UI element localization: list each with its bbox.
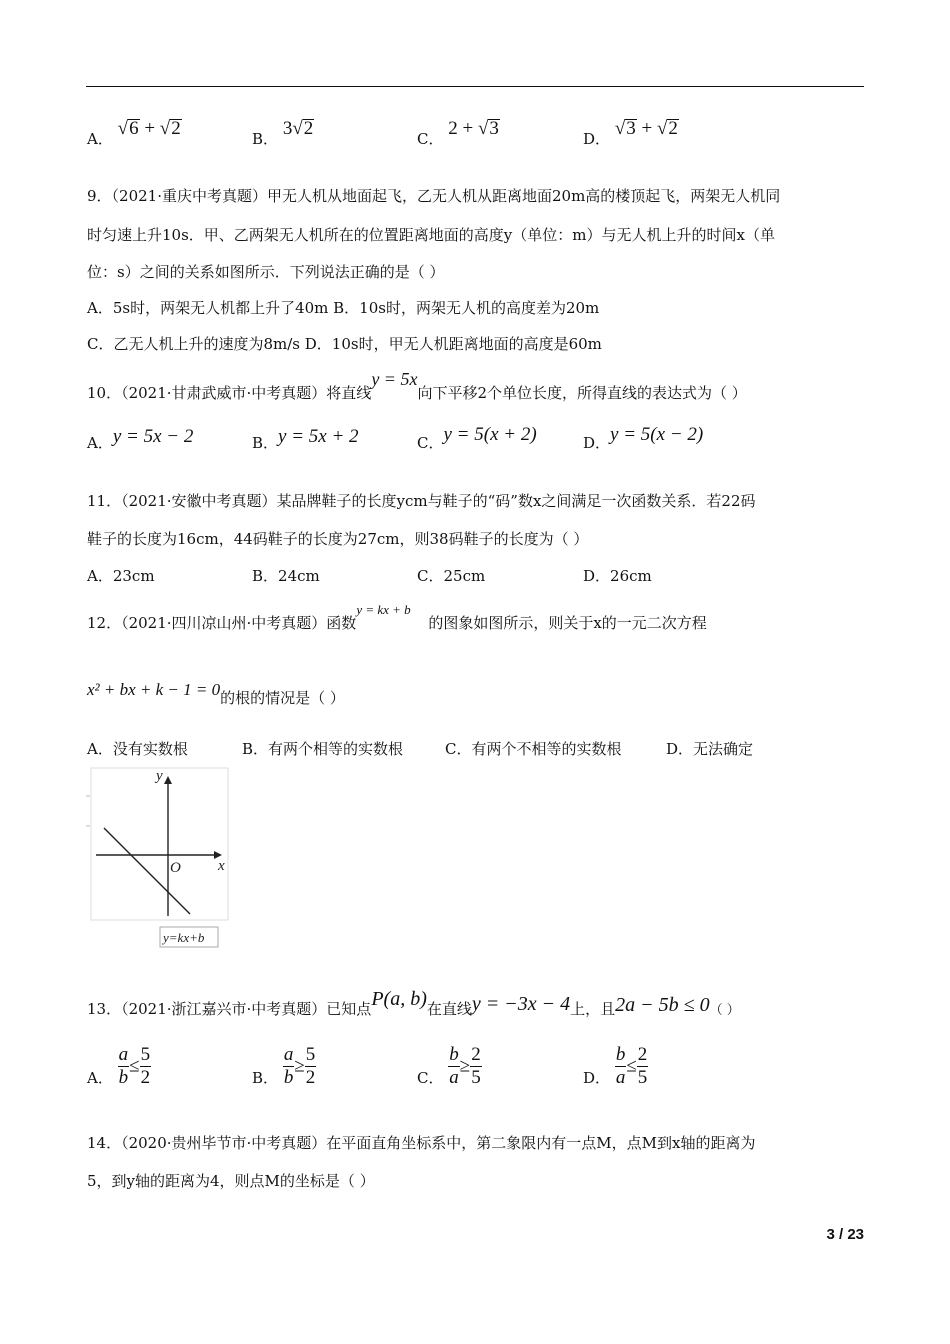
q11-option-a: A．23cm <box>87 567 155 585</box>
q12-equation-line: x² + bx + k − 1 = 0的根的情况是（ ） <box>87 680 345 707</box>
y-axis-arrow-icon <box>164 776 172 784</box>
q11-option-d: D．26cm <box>583 567 652 585</box>
q13-line: y = −3x − 4 <box>471 993 571 1015</box>
graph-y-label: y <box>156 768 163 784</box>
graph-caption: y=kx+b <box>163 930 205 945</box>
q9-line-1: 9．（2021·重庆中考真题）甲无人机从地面起飞，乙无人机从距离地面20m高的楼顶起飞，两架无人机同 <box>87 187 781 205</box>
q10-option-c: C．y = 5(x + 2) <box>417 424 537 452</box>
q10-option-b: B．y = 5x + 2 <box>252 426 359 452</box>
header-rule <box>86 86 864 87</box>
q10-option-d: D．y = 5(x − 2) <box>583 424 704 452</box>
graph-x-label: x <box>218 858 225 874</box>
q14-line-1: 14．（2020·贵州毕节市·中考真题）在平面直角坐标系中，第二象限内有一点M，点M到x轴的距离为 <box>87 1134 756 1152</box>
page-number: 3 / 23 <box>826 1226 864 1243</box>
q12-option-c: C．有两个不相等的实数根 <box>445 740 622 758</box>
q12-graph <box>86 766 236 954</box>
q12-option-b: B．有两个相等的实数根 <box>242 740 404 758</box>
q12-stem: 12．（2021·四川凉山州·中考真题）函数y = kx + b的图象如图所示，则关于x的一元二次方程 <box>87 602 707 632</box>
graph-origin-label: O <box>170 860 181 876</box>
q13-option-c: C． $\frac{b}{a}$ ≥ $\frac{2}{5}$ <box>417 1044 481 1088</box>
q9-line-3: 位：s）之间的关系如图所示．下列说法正确的是（ ） <box>87 263 445 281</box>
q9-line-2: 时匀速上升10s．甲、乙两架无人机所在的位置距离地面的高度y（单位：m）与无人机上升的时间x（单 <box>87 226 775 244</box>
q8-option-b: B． 3√2 <box>252 118 314 148</box>
q9-options-ab: A．5s时，两架无人机都上升了40m B．10s时，两架无人机的高度差为20m <box>87 299 600 317</box>
q13-option-d: D． $\frac{b}{a}$ ≤ $\frac{2}{5}$ <box>583 1044 648 1088</box>
q10-option-a: A．y = 5x − 2 <box>87 426 194 452</box>
q9-options-cd: C．乙无人机上升的速度为8m/s D．10s时，甲无人机距离地面的高度是60m <box>87 335 602 353</box>
q8-option-c: C． 2 + √3 <box>417 118 499 148</box>
q12-option-a: A．没有实数根 <box>87 740 188 758</box>
q11-line-2: 鞋子的长度为16cm，44码鞋子的长度为27cm，则38码鞋子的长度为（ ） <box>87 530 589 548</box>
q8-option-a: A． √6 + √2 <box>87 118 181 148</box>
q14-line-2: 5，到y轴的距离为4，则点M的坐标是（ ） <box>87 1172 375 1190</box>
q12-function: y = kx + b <box>356 602 411 617</box>
q11-line-1: 11．（2021·安徽中考真题）某品牌鞋子的长度ycm与鞋子的“码”数x之间满足一次函数关系．若22码 <box>87 492 756 510</box>
q11-option-c: C．25cm <box>417 567 486 585</box>
q13-point: P(a, b) <box>371 988 427 1010</box>
q13-option-a: A． $\frac{a}{b}$ ≤ $\frac{5}{2}$ <box>87 1044 151 1088</box>
q13-inequality: 2a − 5b ≤ 0 <box>615 994 710 1016</box>
q12-option-d: D．无法确定 <box>666 740 754 758</box>
q10-stem: 10．（2021·甘肃武威市·中考真题）将直线y = 5x向下平移2个单位长度，所得直线的表达式为（ ） <box>87 369 747 402</box>
q13-stem: 13．（2021·浙江嘉兴市·中考真题）已知点P(a, b)在直线y = −3x − 4上，且2a − 5b ≤ 0（ ） <box>87 988 740 1018</box>
q10-line-equation: y = 5x <box>371 369 418 389</box>
q12-equation: x² + bx + k − 1 = 0 <box>87 680 221 699</box>
q8-option-d: D． √3 + √2 <box>583 118 678 148</box>
q11-option-b: B．24cm <box>252 567 320 585</box>
q13-option-b: B． $\frac{a}{b}$ ≥ $\frac{5}{2}$ <box>252 1044 316 1088</box>
